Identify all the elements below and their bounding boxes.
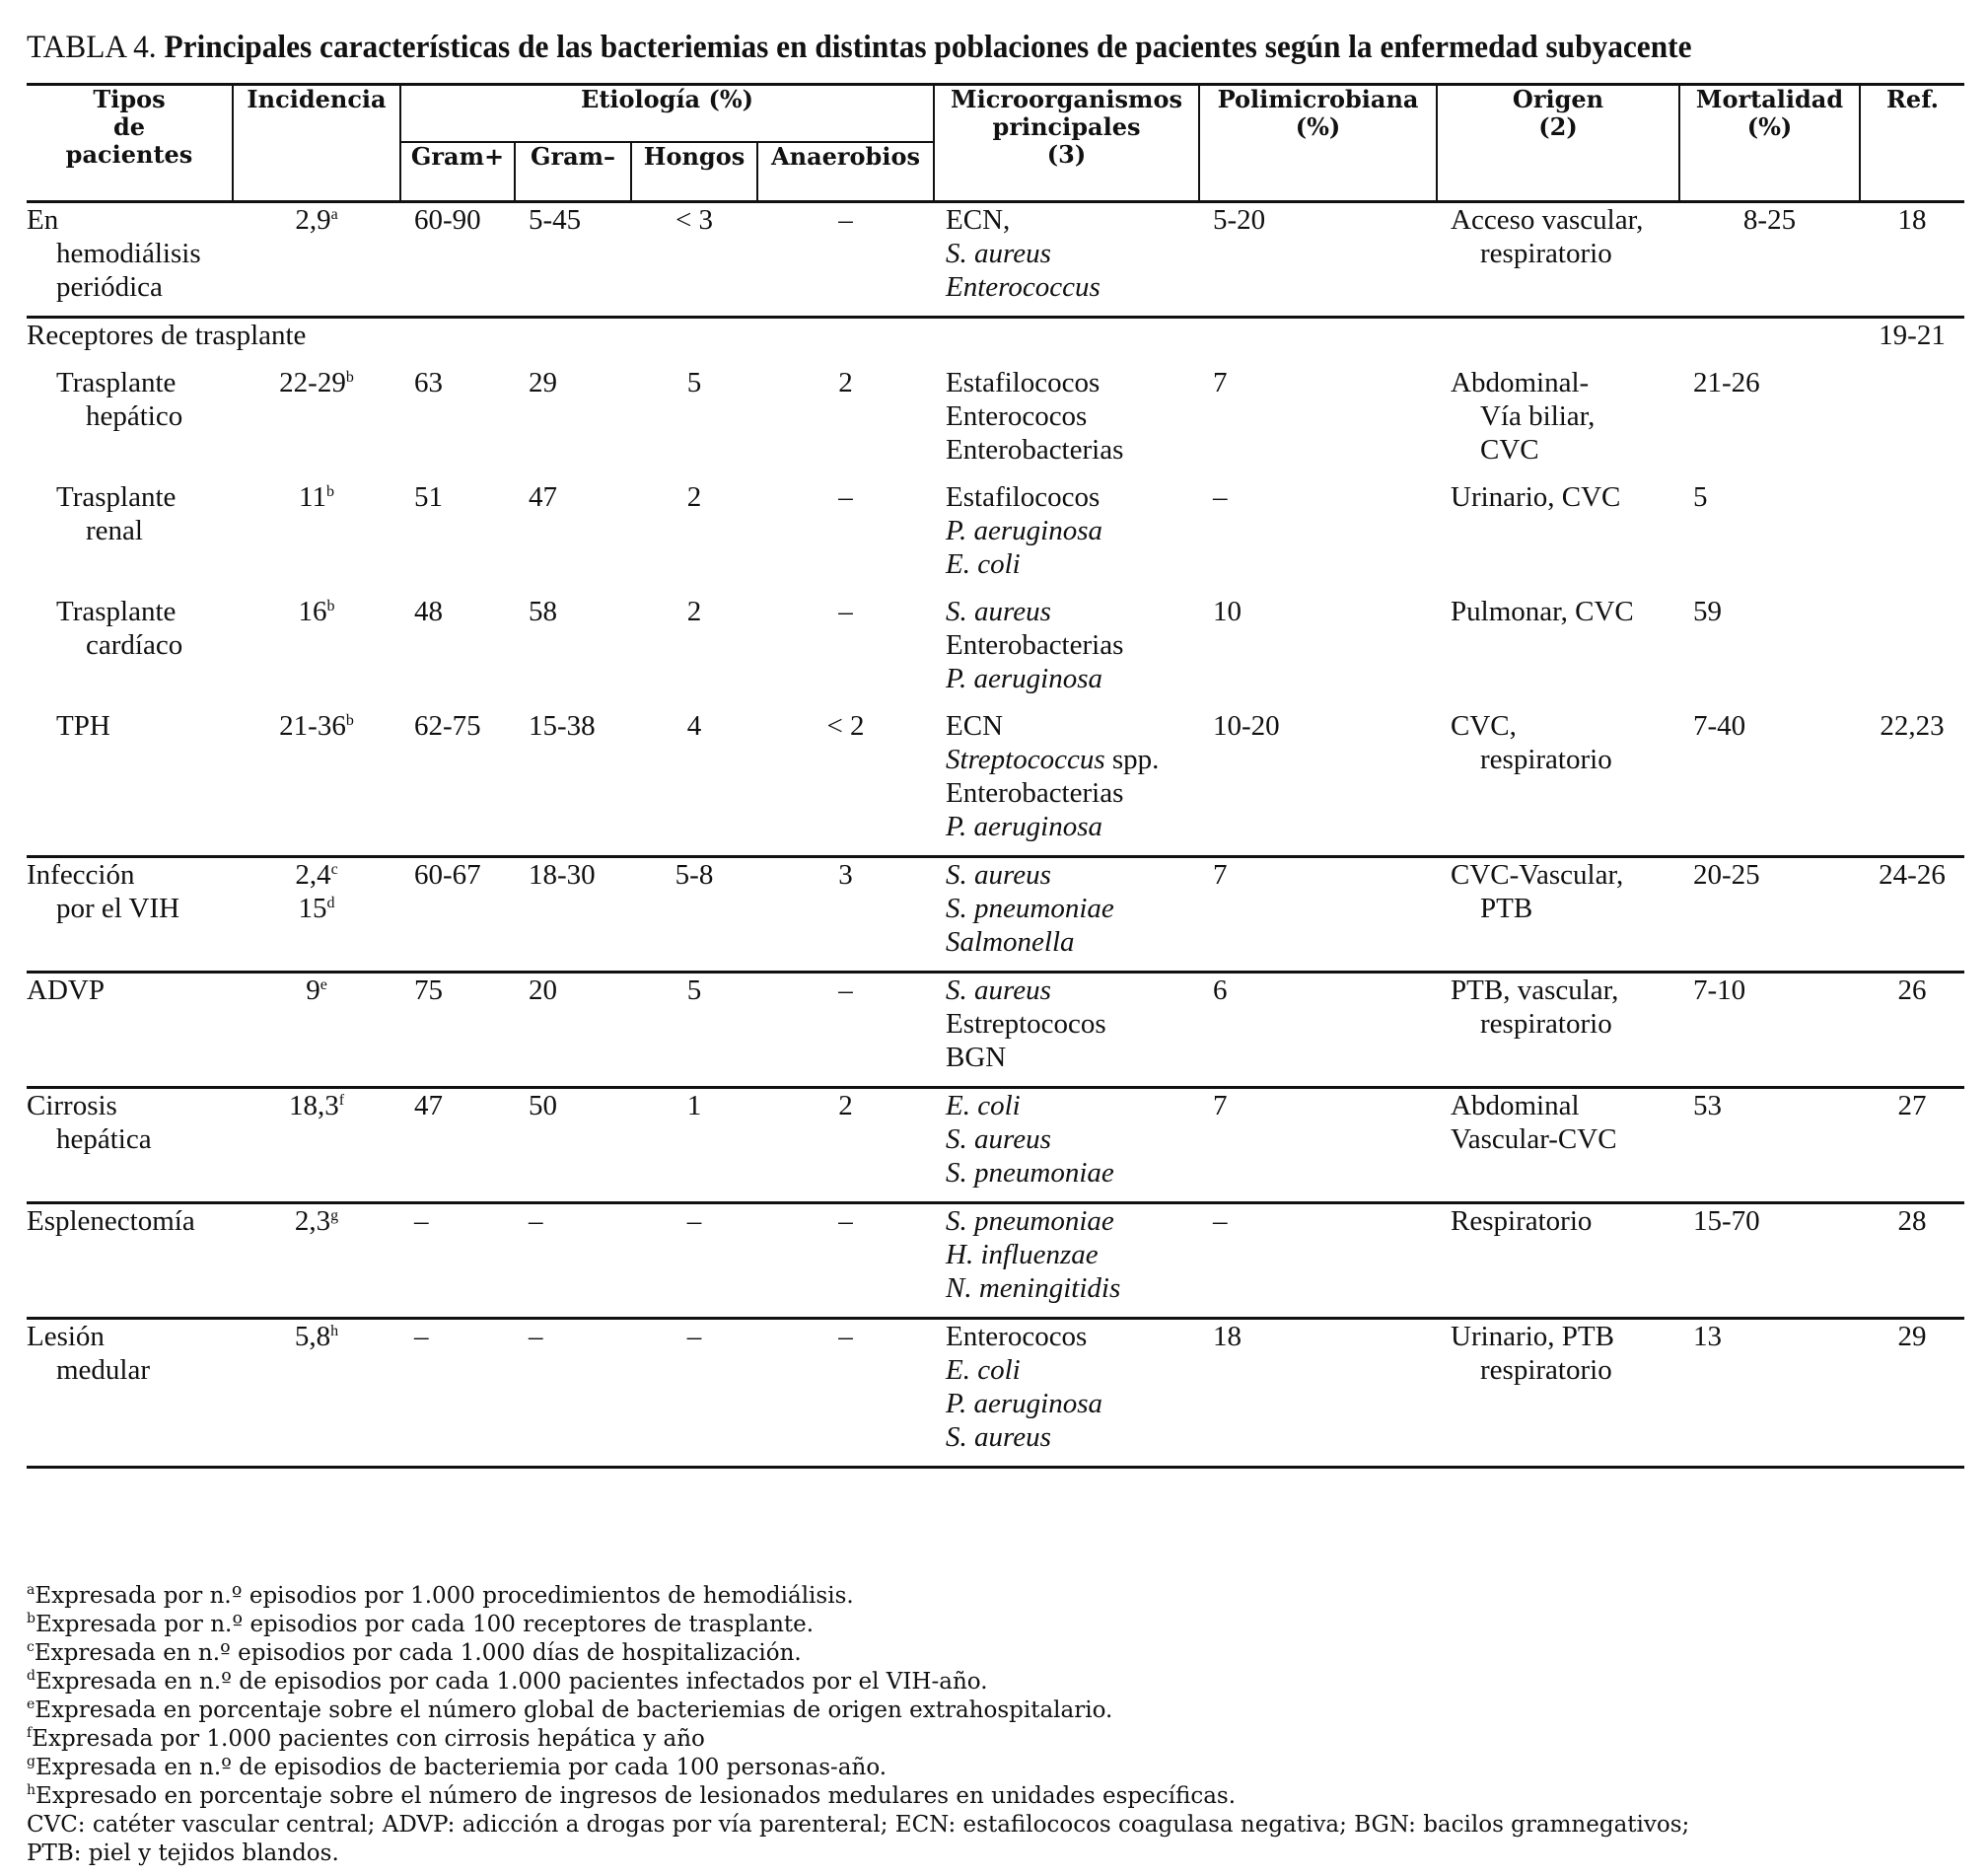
cell-ref: 22,23: [1880, 710, 1945, 742]
cell-ref: 28: [1897, 1205, 1927, 1237]
cell-incidencia: 9e: [306, 974, 327, 1006]
footnote-abbrev-2: PTB: piel y tejidos blandos.: [27, 1840, 339, 1866]
table-title: [27, 26, 1868, 69]
cell-tipo: Esplenectomía: [27, 1205, 195, 1237]
cell-mortalidad: 53: [1693, 1090, 1723, 1121]
cell-hongos: 1: [686, 1090, 702, 1121]
table-header: [27, 85, 1964, 202]
footnote-abbrev-1: CVC: catéter vascular central; ADVP: adicción a drogas por vía parenteral; ECN: estafilococos coagulasa negativa; BGN: bacilos gramnegativos;: [27, 1812, 1690, 1838]
table-row: [27, 318, 1964, 353]
header-incidencia: Incidencia: [233, 85, 400, 202]
cell-tipo: Lesión medular: [27, 1321, 151, 1386]
cell-micro: ECN, S. aureus Enterococcus: [946, 204, 1100, 303]
table-row: [27, 857, 1964, 973]
table-label: TABLA 4.: [27, 30, 157, 65]
cell-gram-pos: 60-67: [414, 859, 481, 891]
cell-gram-neg: 18-30: [529, 859, 596, 891]
header-ref: Ref.: [1885, 85, 1940, 113]
table-row: [27, 467, 1964, 581]
cell-tipo: Trasplante hepático: [56, 367, 183, 432]
footnote-e: $^e$Expresada en porcentaje sobre el número global de bacteriemias de origen extrahospitalario.: [27, 1696, 1113, 1723]
header-hongos: Hongos: [631, 142, 757, 202]
cell-tipo: Trasplante renal: [56, 481, 177, 546]
cell-gram-pos: –: [414, 1321, 429, 1352]
footnote-h: $^h$Expresado en porcentaje sobre el número de ingresos de lesionados medulares en unidades específicas.: [27, 1782, 1237, 1809]
cell-incidencia: 2,9$^a$: [295, 204, 338, 236]
table-row: [27, 202, 1964, 318]
cell-gram-neg: 29: [529, 367, 557, 398]
footnote-g: $^g$Expresada en n.º de episodios de bacteriemia por cada 100 personas-año.: [27, 1754, 888, 1780]
cell-ref: [1860, 581, 1964, 695]
cell-gram-pos: 75: [414, 974, 443, 1006]
cell-poli: 10: [1213, 596, 1242, 627]
cell-tipo: ADVP: [27, 974, 105, 1006]
cell-tipo: Infección por el VIH: [27, 859, 180, 924]
cell-origen: Pulmonar, CVC: [1451, 596, 1634, 627]
cell-incidencia: 2,3$^g$: [294, 1205, 339, 1237]
cell-gram-neg: 15-38: [529, 710, 596, 742]
cell-micro: Estafilococos Enterococos Enterobacterias: [946, 367, 1124, 466]
group-hemodialisis: [27, 202, 1964, 318]
cell-incidencia: 21-36$^b$: [279, 710, 354, 742]
cell-anaerobios: –: [838, 1321, 853, 1352]
header-anaerobios: Anaerobios: [757, 142, 934, 202]
cell-receptores: Receptores de trasplante: [27, 320, 307, 351]
cell-gram-neg: –: [529, 1205, 543, 1237]
cell-tipo: TPH: [56, 710, 110, 742]
cell-gram-pos: 48: [414, 596, 443, 627]
cell-poli: 6: [1213, 974, 1228, 1006]
header-etiologia: Etiología (%): [400, 85, 934, 143]
cell-poli: 5-20: [1213, 204, 1266, 236]
cell-ref: 26: [1897, 974, 1927, 1006]
cell-incidencia: 5,8$^h$: [294, 1321, 339, 1352]
cell-incidencia: 2,4$^c$ 15$^d$: [295, 859, 338, 924]
cell-hongos: 4: [686, 710, 702, 742]
cell-gram-neg: 58: [529, 596, 557, 627]
header-microorganismos: Microorganismos principales (3): [934, 85, 1199, 202]
footnote-f: $^f$Expresada por 1.000 pacientes con cirrosis hepática y año: [27, 1725, 705, 1752]
cell-ref: 29: [1897, 1321, 1927, 1352]
table-row: [27, 973, 1964, 1088]
cell-poli: –: [1213, 1205, 1228, 1237]
cell-gram-pos: –: [414, 1205, 429, 1237]
header-gram-pos: Gram+: [400, 142, 515, 202]
footnote-a: $^a$Expresada por n.º episodios por 1.000 procedimientos de hemodiálisis.: [27, 1582, 854, 1609]
cell-micro: S. aureus Estreptococos BGN: [946, 974, 1106, 1073]
header-gram-neg: Gram–: [515, 142, 631, 202]
group-advp: [27, 973, 1964, 1088]
cell-micro: S. aureus Enterobacterias P. aeruginosa: [946, 596, 1124, 694]
cell-ref: [1860, 352, 1964, 467]
table-row: [27, 695, 1964, 857]
header-origen: Origen (2): [1437, 85, 1679, 202]
header-polimicrobiana: Polimicrobiana (%): [1199, 85, 1437, 202]
cell-origen: Abdominal- Vía biliar, CVC: [1451, 367, 1596, 466]
group-vih: [27, 857, 1964, 973]
cell-mortalidad: 8-25: [1742, 204, 1797, 236]
cell-ref: 18: [1897, 204, 1927, 236]
cell-mortalidad: 13: [1693, 1321, 1723, 1352]
cell-mortalidad: 5: [1693, 481, 1708, 513]
cell-gram-neg: 50: [529, 1090, 557, 1121]
cell-gram-neg: 5-45: [529, 204, 582, 236]
cell-origen: PTB, vascular, respiratorio: [1451, 974, 1619, 1040]
cell-mortalidad: 7-40: [1693, 710, 1746, 742]
group-cirrosis: [27, 1088, 1964, 1203]
cell-origen: CVC-Vascular, PTB: [1451, 859, 1624, 924]
cell-poli: –: [1213, 481, 1228, 513]
cell-origen: Abdominal Vascular-CVC: [1451, 1090, 1617, 1155]
cell-poli: 7: [1213, 1090, 1228, 1121]
cell-hongos: –: [686, 1205, 702, 1237]
cell-hongos: –: [686, 1321, 702, 1352]
table-row: [27, 581, 1964, 695]
cell-anaerobios: –: [838, 481, 853, 513]
cell-poli: 10-20: [1213, 710, 1280, 742]
cell-ref: 19-21: [1879, 320, 1946, 351]
cell-tipo: Trasplante cardíaco: [56, 596, 183, 661]
cell-poli: 18: [1213, 1321, 1242, 1352]
cell-ref: [1860, 467, 1964, 581]
header-tipos: Tipos de pacientes: [27, 85, 233, 202]
cell-origen: Urinario, PTB respiratorio: [1451, 1321, 1614, 1386]
cell-poli: 7: [1213, 367, 1228, 398]
cell-anaerobios: –: [838, 974, 853, 1006]
cell-ref: 27: [1897, 1090, 1927, 1121]
group-esplenectomia: [27, 1203, 1964, 1319]
cell-incidencia: 16$^b$: [298, 596, 335, 627]
footnotes: [27, 1582, 1964, 1868]
cell-micro: S. pneumoniae H. influenzae N. meningitidis: [946, 1205, 1121, 1304]
cell-gram-pos: 51: [414, 481, 443, 513]
cell-origen: Urinario, CVC: [1451, 481, 1621, 513]
cell-hongos: 5-8: [674, 859, 714, 891]
cell-micro: E. coli S. aureus S. pneumoniae: [946, 1090, 1114, 1189]
cell-tipo: Cirrosis hepática: [27, 1090, 152, 1155]
cell-mortalidad: 59: [1693, 596, 1723, 627]
cell-gram-pos: 47: [414, 1090, 443, 1121]
cell-gram-pos: 62-75: [414, 710, 481, 742]
cell-gram-pos: 60-90: [414, 204, 481, 236]
cell-gram-neg: 20: [529, 974, 557, 1006]
cell-micro: Enterococos E. coli P. aeruginosa S. aureus: [946, 1321, 1102, 1453]
group-trasplante: [27, 318, 1964, 857]
cell-mortalidad: 21-26: [1693, 367, 1760, 398]
cell-gram-pos: 63: [414, 367, 443, 398]
cell-micro: S. aureus S. pneumoniae Salmonella: [946, 859, 1114, 958]
table-row: [27, 1319, 1964, 1468]
cell-poli: 7: [1213, 859, 1228, 891]
cell-hongos: 2: [686, 596, 702, 627]
cell-anaerobios: –: [838, 204, 853, 236]
cell-origen: Acceso vascular, respiratorio: [1451, 204, 1644, 269]
cell-anaerobios: –: [838, 596, 853, 627]
cell-origen: CVC, respiratorio: [1451, 710, 1612, 775]
bacteriemia-table: [27, 83, 1964, 1469]
cell-tipo: En hemodiálisis periódica: [27, 204, 201, 303]
cell-anaerobios: 2: [838, 367, 853, 398]
table-row: [27, 1203, 1964, 1319]
table-row: [27, 352, 1964, 467]
cell-incidencia: 18,3$^f$: [288, 1090, 345, 1121]
cell-incidencia: 11$^b$: [299, 481, 334, 513]
cell-hongos: < 3: [674, 204, 714, 236]
cell-hongos: 5: [686, 974, 702, 1006]
footnote-d: $^d$Expresada en n.º de episodios por cada 1.000 pacientes infectados por el VIH-año.: [27, 1668, 988, 1695]
cell-anaerobios: 2: [838, 1090, 853, 1121]
cell-incidencia: 22-29$^b$: [279, 367, 354, 398]
table-caption: Principales características de las bacteriemias en distintas poblaciones de pacientes según la enfermedad subyacente: [164, 30, 1692, 65]
cell-anaerobios: 3: [838, 859, 853, 891]
header-mortalidad: Mortalidad (%): [1679, 85, 1860, 202]
cell-hongos: 5: [686, 367, 702, 398]
cell-origen: Respiratorio: [1451, 1205, 1593, 1237]
group-lesion-medular: [27, 1319, 1964, 1468]
footnote-c: $^c$Expresada en n.º episodios por cada 1.000 días de hospitalización.: [27, 1639, 802, 1666]
cell-micro: Estafilococos P. aeruginosa E. coli: [946, 481, 1102, 580]
footnote-b: $^b$Expresada por n.º episodios por cada 100 receptores de trasplante.: [27, 1611, 815, 1637]
cell-hongos: 2: [686, 481, 702, 513]
cell-anaerobios: < 2: [826, 710, 865, 742]
cell-mortalidad: 20-25: [1693, 859, 1760, 891]
cell-anaerobios: –: [838, 1205, 853, 1237]
table-row: [27, 1088, 1964, 1203]
cell-mortalidad: 7-10: [1693, 974, 1746, 1006]
cell-micro: ECN Streptococcus spp. Enterobacterias P. aeruginosa: [946, 710, 1160, 842]
cell-mortalidad: 15-70: [1693, 1205, 1760, 1237]
cell-gram-neg: 47: [529, 481, 557, 513]
cell-ref: 24-26: [1879, 859, 1946, 891]
cell-gram-neg: –: [529, 1321, 543, 1352]
